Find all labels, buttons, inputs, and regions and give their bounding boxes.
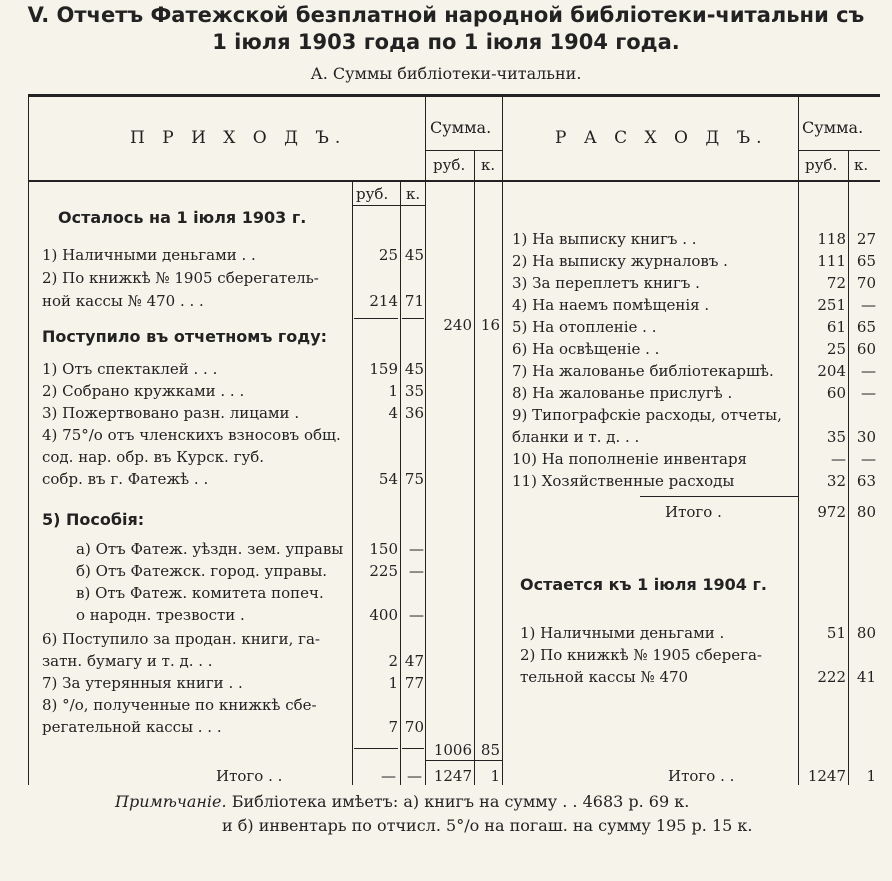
income-received-row-rub: 1 <box>388 382 398 400</box>
income-other-row-text: регательной кассы . . . <box>42 718 222 736</box>
income-remain-row-rub: 25 <box>378 246 398 264</box>
expense-subtotal-label: Итого . <box>665 503 722 521</box>
income-kop-header: к. <box>481 156 496 174</box>
income-benefit-row-kop: — <box>409 606 424 624</box>
expense-row-kop: 65 <box>856 318 876 336</box>
expense-remain-heading: Остается къ 1 іюля 1904 г. <box>520 575 767 594</box>
expense-subtotal-rule <box>640 496 798 497</box>
note-text-1: Библіотека имѣетъ: а) книгъ на сумму . . 4683 р. 69 к. <box>231 792 690 811</box>
expense-remain-row-text: 2) По книжкѣ № 1905 сберега- <box>520 646 762 664</box>
income-other-row-text: 7) За утерянныя книги . . <box>42 674 243 692</box>
income-remain-row-text: 1) Наличными деньгами . . <box>42 246 256 264</box>
expense-total-rub: 1247 <box>807 767 846 785</box>
income-remain-row-rub: 214 <box>369 292 398 310</box>
expense-total-kop: 1 <box>866 767 876 785</box>
received-sum-rule-kop <box>402 748 424 749</box>
income-sum-subrule <box>426 150 502 151</box>
expense-row-kop: 70 <box>856 274 876 292</box>
expense-rub-header: руб. <box>805 156 838 174</box>
income-other-row-kop: 70 <box>404 718 424 736</box>
income-received-row-text: 2) Собрано кружками . . . <box>42 382 245 400</box>
expense-row-text: 7) На жалованье библіотекаршѣ. <box>512 362 774 380</box>
note-label: Примѣчаніе. <box>115 792 227 811</box>
expense-row-rub: 61 <box>826 318 846 336</box>
income-inner-rub-left <box>352 182 353 785</box>
income-benefit-row-kop: — <box>409 540 424 558</box>
table-left-border <box>28 95 29 785</box>
income-total-label: Итого . . <box>216 767 283 785</box>
income-other-row-kop: 47 <box>404 652 424 670</box>
income-received-row-rub: 159 <box>369 360 398 378</box>
income-total-rub-dash: — <box>381 767 396 785</box>
income-other-row-rub: 7 <box>388 718 398 736</box>
income-remain-row-text: ной кассы № 470 . . . <box>42 292 204 310</box>
expense-row-text: 9) Типографскіе расходы, отчеты, <box>512 406 782 424</box>
income-inner-kop-left <box>400 182 401 785</box>
expense-row-rub: 25 <box>826 340 846 358</box>
expense-row-kop: — <box>861 362 876 380</box>
income-other-row-text: затн. бумагу и т. д. . . <box>42 652 213 670</box>
expense-row-text: 8) На жалованье прислугѣ . <box>512 384 733 402</box>
expense-row-kop: 63 <box>856 472 876 490</box>
expense-rub-kop-divider <box>848 150 849 785</box>
expense-header: Р А С Х О Д Ъ. <box>555 128 768 148</box>
expense-row-kop: 65 <box>856 252 876 270</box>
income-remain-heading: Осталось на 1 іюля 1903 г. <box>58 208 307 227</box>
title-line-1: V. Отчетъ Фатежской безплатной народной библіотеки-читальни съ <box>27 3 865 27</box>
expense-row-rub: 32 <box>826 472 846 490</box>
income-inner-rub-header: руб. <box>356 185 389 203</box>
income-other-row-rub: 2 <box>388 652 398 670</box>
income-remain-row-kop: 45 <box>404 246 424 264</box>
expense-row-text: 11) Хозяйственные расходы <box>512 472 735 490</box>
expense-sum-divider <box>798 95 799 785</box>
income-received-row-text: 3) Пожертвовано разн. лицами . <box>42 404 300 422</box>
income-remain-total-kop: 16 <box>480 316 500 334</box>
expense-remain-row-rub: 51 <box>826 624 846 642</box>
expense-remain-row-rub: 222 <box>817 668 846 686</box>
income-total-rub: 1247 <box>433 767 472 785</box>
income-other-row-rub: 1 <box>388 674 398 692</box>
income-received-row-kop: 75 <box>404 470 424 488</box>
expense-remain-row-text: тельной кассы № 470 <box>520 668 689 686</box>
income-received-row-text: 1) Отъ спектаклей . . . <box>42 360 218 378</box>
remain-sum-rule-rub <box>354 318 398 319</box>
expense-remain-row-text: 1) Наличными деньгами . <box>520 624 725 642</box>
expense-row-rub: 72 <box>826 274 846 292</box>
income-other-row-text: 6) Поступило за продан. книги, га- <box>42 630 320 648</box>
expense-row-text: 2) На выписку журналовъ . <box>512 252 728 270</box>
income-received-row-text: сод. нар. обр. въ Курск. губ. <box>42 448 265 466</box>
subtitle: А. Суммы библіотеки-читальни. <box>310 64 582 83</box>
expense-row-kop: — <box>861 384 876 402</box>
expense-row-kop: — <box>861 450 876 468</box>
income-received-row-rub: 54 <box>378 470 398 488</box>
expense-row-rub: 118 <box>817 230 846 248</box>
income-inner-kop-header: к. <box>406 185 421 203</box>
expense-kop-header: к. <box>854 156 869 174</box>
expense-remain-row-kop: 41 <box>856 668 876 686</box>
income-benefit-row-rub: 225 <box>369 562 398 580</box>
income-received-heading: Поступило въ отчетномъ году: <box>42 327 328 346</box>
income-total-kop-dash: — <box>407 767 422 785</box>
income-total-kop: 1 <box>490 767 500 785</box>
note-line-2: и б) инвентарь по отчисл. 5°/о на погаш. на сумму 195 р. 15 к. <box>222 816 753 835</box>
income-benefit-row-rub: 400 <box>369 606 398 624</box>
income-received-row-kop: 36 <box>404 404 424 422</box>
expense-subtotal-rub: 972 <box>817 503 846 521</box>
income-remain-row-text: 2) По книжкѣ № 1905 сберегатель- <box>42 269 319 287</box>
income-rub-kop-divider <box>474 150 475 785</box>
income-benefit-row-text: б) Отъ Фатежск. город. управы. <box>76 562 328 580</box>
income-other-row-text: 8) °/о, полученные по книжкѣ сбе- <box>42 696 317 714</box>
income-received-row-kop: 45 <box>404 360 424 378</box>
income-benefit-row-rub: 150 <box>369 540 398 558</box>
income-benefit-row-kop: — <box>409 562 424 580</box>
header-bottom-rule <box>28 180 880 182</box>
income-header: П Р И Х О Д Ъ. <box>130 128 347 148</box>
expense-row-text: 6) На освѣщеніе . . <box>512 340 660 358</box>
income-sum-divider <box>425 95 426 785</box>
income-received-total-kop: 85 <box>480 741 500 759</box>
expense-subtotal-kop: 80 <box>856 503 876 521</box>
expense-row-rub: — <box>831 450 846 468</box>
title-line-2: 1 іюля 1903 года по 1 іюля 1904 года. <box>212 30 680 54</box>
mid-divider <box>502 95 503 785</box>
income-final-rule <box>426 760 502 761</box>
expense-remain-row-kop: 80 <box>856 624 876 642</box>
expense-row-text: бланки и т. д. . . <box>512 428 640 446</box>
expense-row-text: 5) На отопленіе . . <box>512 318 657 336</box>
expense-total-label: Итого . . <box>668 767 735 785</box>
income-benefit-row-text: а) Отъ Фатеж. уѣздн. зем. управы <box>76 540 344 558</box>
income-inner-header-rule <box>352 205 425 206</box>
benefits-heading: 5) Пособія: <box>42 510 145 529</box>
income-other-row-kop: 77 <box>404 674 424 692</box>
expense-row-rub: 204 <box>817 362 846 380</box>
expense-row-rub: 251 <box>817 296 846 314</box>
expense-sum-header: Сумма. <box>802 118 864 137</box>
received-sum-rule-rub <box>354 748 398 749</box>
expense-row-text: 4) На наемъ помѣщенія . <box>512 296 710 314</box>
income-received-row-text: собр. въ г. Фатежѣ . . <box>42 470 209 488</box>
remain-sum-rule-kop <box>402 318 424 319</box>
expense-row-rub: 111 <box>817 252 846 270</box>
expense-row-rub: 35 <box>826 428 846 446</box>
expense-row-text: 1) На выписку книгъ . . <box>512 230 697 248</box>
expense-row-kop: 27 <box>856 230 876 248</box>
income-received-row-rub: 4 <box>388 404 398 422</box>
expense-row-kop: 60 <box>856 340 876 358</box>
income-benefit-row-text: в) Отъ Фатеж. комитета попеч. <box>76 584 324 602</box>
income-received-row-kop: 35 <box>404 382 424 400</box>
income-sum-header: Сумма. <box>430 118 492 137</box>
expense-row-text: 10) На пополненіе инвентаря <box>512 450 748 468</box>
expense-row-text: 3) За переплетъ книгъ . <box>512 274 700 292</box>
expense-row-rub: 60 <box>826 384 846 402</box>
table-top-rule <box>28 94 880 97</box>
income-received-total-rub: 1006 <box>433 741 472 759</box>
expense-row-kop: — <box>861 296 876 314</box>
income-received-row-text: 4) 75°/о отъ членскихъ взносовъ общ. <box>42 426 341 444</box>
expense-row-kop: 30 <box>856 428 876 446</box>
income-rub-header: руб. <box>433 156 466 174</box>
income-remain-row-kop: 71 <box>404 292 424 310</box>
note-line-1 <box>115 792 689 811</box>
income-benefit-row-text: о народн. трезвости . <box>76 606 245 624</box>
expense-sum-subrule <box>799 150 880 151</box>
income-remain-total-rub: 240 <box>443 316 472 334</box>
